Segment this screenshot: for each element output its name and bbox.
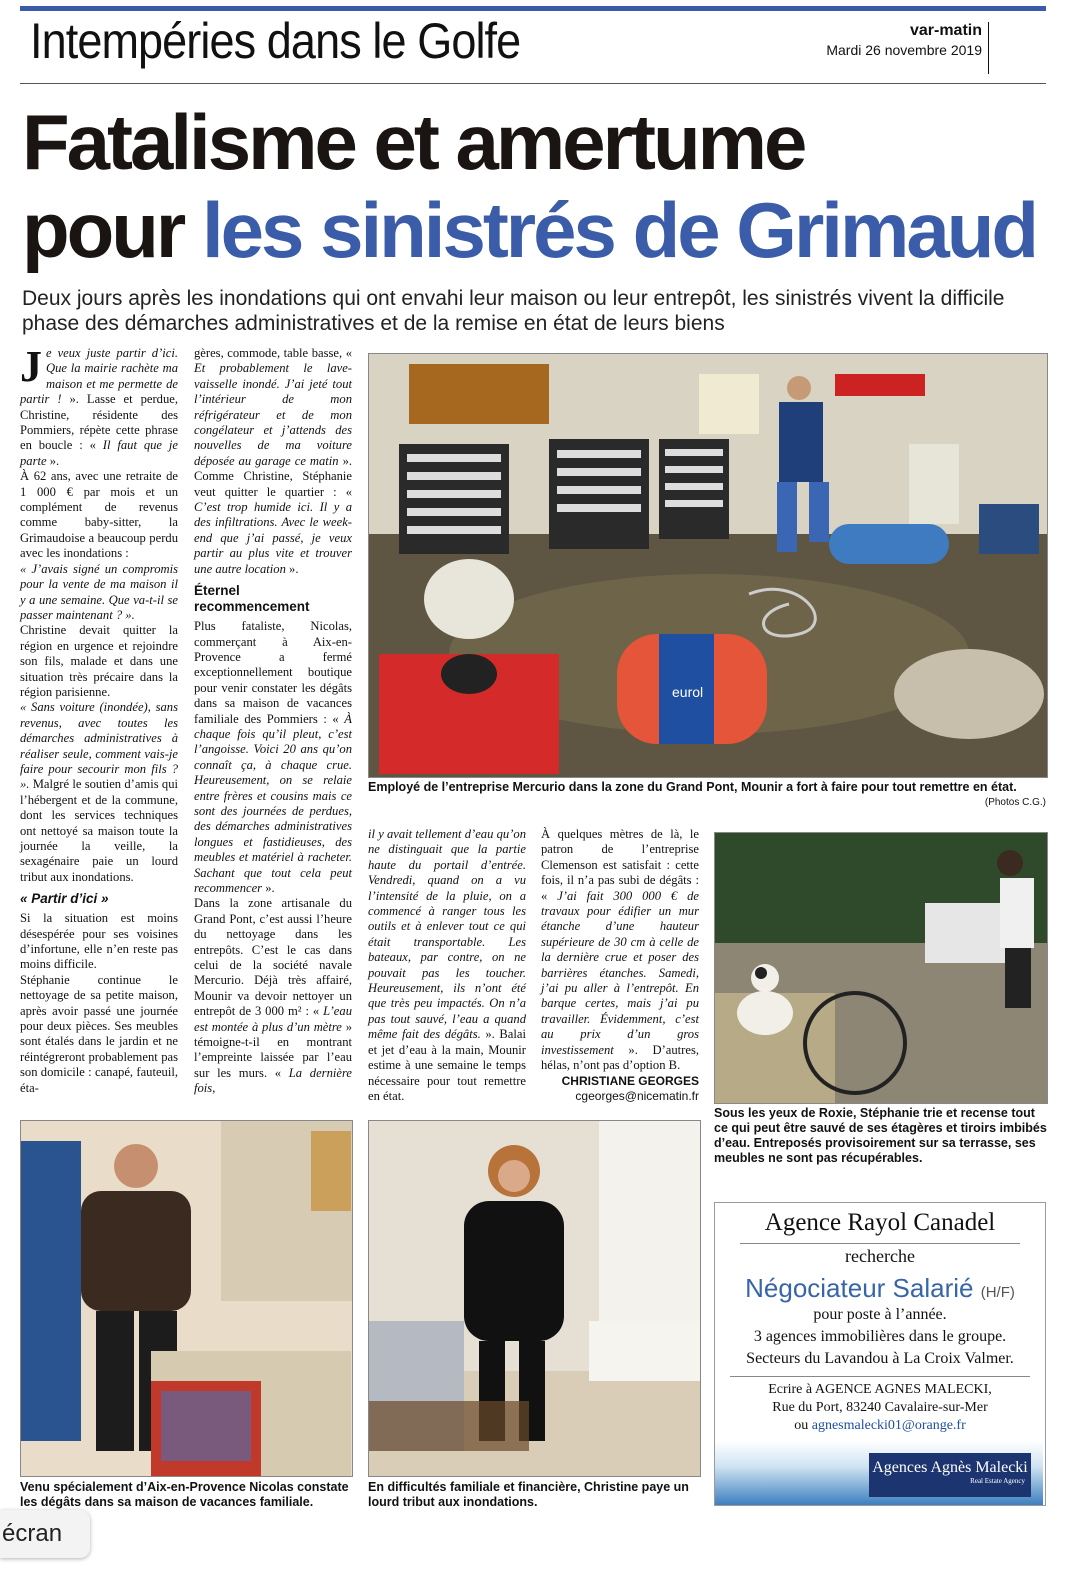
article-column-3: il y avait tellement d’eau qu’on ne distinguait que la partie haute du portail d’entrée. Vendredi, quand on a vu l’intensité de la pluie, on a commencé à ranger tous les outils et à enlever tout ce qui était transportable. Les bateaux, par contre, on ne pouvait pas les toucher. Heureusement, ils n’ont été que très peu impactés. On n’a pas tout sauvé, l’eau a quand même fait des dégâts. ». Balai et jet d’eau à la main, Mounir estime à une semaine le temps nécessaire pour tout remettre en état.	[368, 827, 526, 1103]
headline-line-2	[22, 186, 1036, 274]
caption-nicolas: Venu spécialement d’Aix-en-Provence Nicolas constate les dégâts dans sa maison de vacances familiale.	[20, 1480, 349, 1509]
ecran-overlay-tab[interactable]: écran	[0, 1510, 90, 1558]
photo-credit: (Photos C.G.)	[984, 797, 1046, 808]
caption-christine: En difficultés familiale et financière, Christine paye un lourd tribut aux inondations.	[368, 1480, 689, 1509]
caption-main: Employé de l’entreprise Mercurio dans la zone du Grand Pont, Mounir a fort à faire pour tout remettre en état.	[368, 780, 1017, 794]
christine-image	[369, 1121, 700, 1476]
author-signature: CHRISTIANE GEORGES	[561, 1073, 699, 1088]
article-column-4: À quelques mètres de là, le patron de l’entreprise Clemenson est satisfait : cette fois, il n’a pas subi de dégâts : « J’ai fait 300 000 € de travaux pour édifier un mur étanche d’une hauteur supérieure de 30 cm à celle de la dernière crue et poser des barrières étanches. Samedi, j’ai pu aller à l’entrepôt. En barque certes, mais j’ai pu travailler. Évidemment, c’est au prix d’un gros investissement ». D’autres, hélas, n’ont pas d’option B. CHRISTIANE GEORGES cgeorges@nicematin.fr	[541, 827, 699, 1103]
author-email[interactable]: cgeorges@nicematin.fr	[575, 1088, 699, 1103]
headline-highlight: les sinistrés de Grimaud	[201, 186, 1036, 274]
masthead-divider	[988, 22, 989, 74]
ad-email-link[interactable]: agnesmalecki01@orange.fr	[811, 1418, 966, 1433]
photo-terrace	[714, 832, 1048, 1104]
headline-pour: pour	[22, 186, 184, 274]
ad-agency-name: Agence Rayol Canadel	[764, 1209, 996, 1236]
paper-name: var-matin	[909, 22, 982, 39]
subhead-eternel: Éternel recommencement	[194, 583, 310, 615]
drop-cap: J	[20, 342, 42, 391]
masthead	[820, 22, 982, 58]
section-rubric: Intempéries dans le Golfe	[30, 13, 521, 69]
ad-wave-banner	[715, 1441, 1043, 1505]
photo-christine	[368, 1120, 701, 1477]
ad-separator	[740, 1243, 1020, 1244]
photo-warehouse	[368, 353, 1048, 778]
ad-details: pour poste à l’année. 3 agences immobilières dans le groupe. Secteurs du Lavandou à La Croix Valmer.	[746, 1306, 1014, 1367]
issue-date: Mardi 26 novembre 2019	[826, 42, 982, 58]
terrace-dog-image	[715, 833, 1047, 1103]
headline	[22, 98, 1036, 274]
ad-logo: Agences Agnès Malecki Real Estate Agency	[869, 1453, 1031, 1497]
job-advertisement	[714, 1202, 1046, 1506]
photo-nicolas	[20, 1120, 353, 1477]
article-column-2: gères, commode, table basse, « Et probablement le lave-vaisselle inondé. J’ai jeté tout l’intérieur de mon réfrigérateur et de mon congélateur et j’attends des nouvelles de ma voiture déposée au garage ce matin ». Comme Christine, Stéphanie veut quitter le quartier : « C’est trop humide ici. Il y a des infiltrations. Avec le week-end que j’ai passé, je veux partir au plus vite et trouver une autre location ». Éternel recommencement Plus fataliste, Nicolas, commerçant à Aix-en-Provence a fermé exceptionnellement boutique pour venir constater les dégâts dans sa maison de vacances familiale des Pommiers : « À chaque fois qu’il pleut, c’est l’angoisse. Voici 20 ans qu’on connaît ça, à chaque crue. Heureusement, on se relaie entre frères et cousins mais ce sont des journées de perdues, des démarches administratives longues et fastidieuses, des meubles et matériel à racheter. Sachant que tout cela peut recommencer ». Dans la zone artisanale du Grand Pont, c’est aussi l’heure du nettoyage dans les entrepôts. C’est le cas dans celui de la société navale Mercurio. Déjà très affairé, Mounir va devoir nettoyer un entrepôt de 3 000 m² : « L’eau est montée à plus d’un mètre » témoigne-t-il en montrant l’empreinte laissée par l’eau sur les murs. « La dernière fois,	[194, 346, 353, 1096]
headline-line-1: Fatalisme et amertume	[22, 98, 805, 186]
top-accent-bar	[20, 6, 1046, 11]
subhead-partir: « Partir d’ici »	[20, 891, 109, 907]
caption-terrace: Sous les yeux de Roxie, Stéphanie trie et recense tout ce qui peut être sauvé de ses étagères et tiroirs imbibés d’eau. Entreposés provisoirement sur sa terrasse, ses meubles ne sont pas récupérables.	[714, 1106, 1047, 1165]
ad-job-title: Négociateur Salarié (H/F)	[745, 1273, 1015, 1303]
nicolas-image	[21, 1121, 352, 1476]
article-column-1: Je veux juste partir d’ici. Que la mairie rachète ma maison et me permette de partir ! ». Lasse et perdue, Christine, résidente des Pommiers, répète cette phrase en boucle : « Il faut que je parte ». À 62 ans, avec une retraite de 1 000 € par mois et un complément de revenus comme baby-sitter, la Grimaudoise a beaucoup perdu avec les inondations : « J’avais signé un compromis pour la vente de ma maison il y a une semaine. Que va-t-il se passer maintenant ? ». Christine devait quitter la région en urgence et rejoindre son fils, malade et dans une situation très précaire dans la région parisienne. « Sans voiture (inondée), sans revenus, avec toutes les démarches administratives à réaliser seule, comment vais-je faire pour secourir mon fils ? ». Malgré le soutien d’amis qui l’hébergent et de la commune, dont les services techniques ont nettoyé sa maison toute la journée la veille, la sexagénaire paie un lourd tribut aux inondations. « Partir d’ici » Si la situation est moins désespérée pour ses voisines d’infortune, elle n’en reste pas moins difficile. Stéphanie continue le nettoyage de sa petite maison, après avoir passé une journée pour deux pièces. Ses meubles sont étalés dans le jardin et ne réintégreront probablement pas son domicile : canapé, fauteuil, éta-	[20, 342, 178, 1095]
warehouse-flood-image	[369, 354, 1047, 777]
ad-separator-2	[730, 1376, 1030, 1377]
standfirst: Deux jours après les inondations qui ont envahi leur maison ou leur entrepôt, les sinistrés vivent la difficile phase des démarches administratives et de la remise en état de leurs biens	[22, 287, 1005, 335]
barrel-label: eurol	[672, 684, 704, 700]
header-rule	[20, 83, 1046, 84]
ad-recherche: recherche	[845, 1246, 915, 1266]
ad-contact: Ecrire à AGENCE AGNES MALECKI, Rue du Port, 83240 Cavalaire-sur-Mer ou agnesmalecki01@orange.fr	[768, 1382, 992, 1433]
